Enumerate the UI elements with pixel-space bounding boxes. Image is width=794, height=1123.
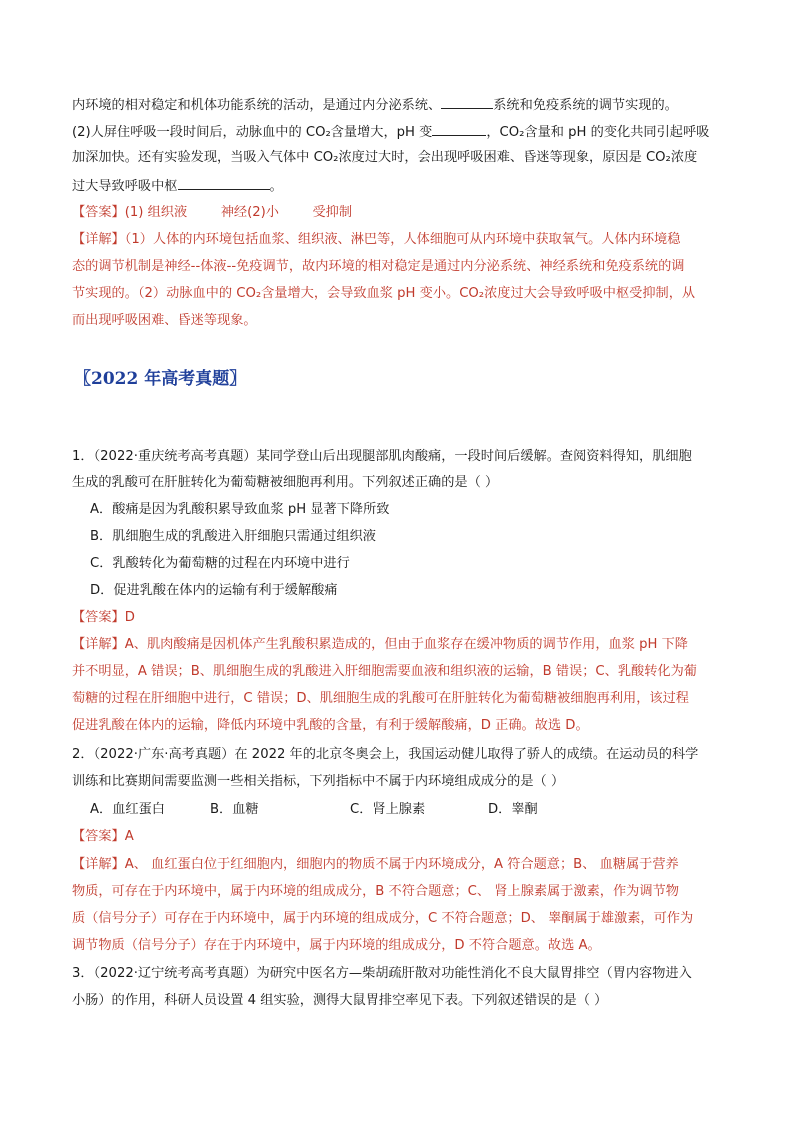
intro-line-1 [72, 94, 678, 116]
answer-text: D [124, 610, 135, 625]
q1-detail-1 [72, 635, 688, 655]
detail-label: 【详解】 [72, 232, 125, 247]
q2-detail-1 [72, 855, 679, 875]
intro-detail-3: 节实现的。（2）动脉血中的 CO₂含量增大，会导致血浆 pH 变小。CO₂浓度过大会导致呼吸中枢受抑制，从 [72, 286, 696, 301]
q2-option-c: C．肾上腺素 [350, 802, 426, 817]
text: 过大导致呼吸中枢 [72, 179, 178, 194]
text: ，CO₂含量和 pH 的变化共同引起呼吸 [486, 125, 710, 140]
q2-detail-2: 物质，可存在于内环境中，属于内环境的组成成分，B 不符合题意；C、 肾上腺素属于激素，作为调节物 [72, 884, 679, 899]
fill-blank [441, 94, 493, 109]
q1-option-b: B．肌细胞生成的乳酸进入肝细胞只需通过组织液 [90, 529, 376, 544]
detail-label: 【详解】 [72, 637, 125, 652]
intro-line-4 [72, 175, 283, 197]
fill-blank [178, 175, 270, 190]
intro-line-3: 加深加快。还有实验发现，当吸入气体中 CO₂浓度过大时，会出现呼吸困难、昏迷等现象，原因是 CO₂浓度 [72, 150, 698, 165]
fill-blank [432, 121, 486, 136]
q3-stem-1: 3．（2022·辽宁统考高考真题）为研究中医名方—柴胡疏肝散对功能性消化不良大鼠胃排空（胃内容物进入 [72, 966, 692, 981]
answer-label: 【答案】 [72, 205, 125, 220]
q2-answer [72, 827, 134, 847]
answer-label: 【答案】 [72, 610, 125, 625]
q2-stem-2: 训练和比赛期间需要监测一些相关指标，下列指标中不属于内环境组成成分的是（ ） [72, 774, 565, 789]
q1-option-c: C．乳酸转化为葡萄糖的过程在内环境中进行 [90, 556, 350, 571]
intro-detail-1 [72, 230, 680, 250]
answer-label: 【答案】 [72, 829, 125, 844]
detail-label: 【详解】 [72, 857, 125, 872]
intro-detail-4: 而出现呼吸困难、昏迷等现象。 [72, 313, 257, 328]
text: A、肌肉酸痛是因机体产生乳酸积累造成的，但由于血浆存在缓冲物质的调节作用，血浆 pH 下降 [124, 637, 688, 652]
text: 系统和免疫系统的调节实现的。 [493, 98, 678, 113]
text: (2)人屏住呼吸一段时间后，动脉血中的 CO₂含量增大，pH 变 [72, 125, 433, 140]
q1-option-a: A．酸痛是因为乳酸积累导致血浆 pH 显著下降所致 [90, 502, 390, 517]
intro-line-2 [72, 121, 709, 143]
answer-text: (1) 组织液 神经(2)小 受抑制 [124, 205, 353, 220]
text: 内环境的相对稳定和机体功能系统的活动，是通过内分泌系统、 [72, 98, 442, 113]
q1-answer [72, 608, 135, 628]
q2-options [90, 800, 538, 820]
q1-detail-2: 并不明显，A 错误；B、肌细胞生成的乳酸进入肝细胞需要血液和组织液的运输，B 错误；C、乳酸转化为葡 [72, 664, 697, 679]
answer-text: A [124, 829, 134, 844]
text: A、 血红蛋白位于红细胞内，细胞内的物质不属于内环境成分，A 符合题意；B、 血糖属于营养 [124, 857, 679, 872]
q1-detail-4: 促进乳酸在体内的运输，降低内环境中乳酸的含量，有利于缓解酸痛，D 正确。故选 D。 [72, 718, 589, 733]
q3-stem-2: 小肠）的作用，科研人员设置 4 组实验，测得大鼠胃排空率见下表。下列叙述错误的是（ ） [72, 993, 608, 1008]
text: 。 [269, 179, 283, 194]
q2-detail-4: 调节物质（信号分子）存在于内环境中，属于内环境的组成成分，D 不符合题意。故选 A。 [72, 938, 601, 953]
intro-answer [72, 203, 352, 223]
q2-option-d: D．睾酮 [488, 802, 538, 817]
q2-option-b: B．血糖 [210, 802, 259, 817]
q2-detail-3: 质（信号分子）可存在于内环境中，属于内环境的组成成分，C 不符合题意；D、 睾酮属于雄激素，可作为 [72, 911, 694, 926]
q1-option-d: D．促进乳酸在体内的运输有利于缓解酸痛 [90, 583, 338, 598]
text: （1）人体的内环境包括血浆、组织液、淋巴等，人体细胞可从内环境中获取氧气。人体内环境稳 [124, 232, 681, 247]
q1-detail-3: 萄糖的过程在肝细胞中进行，C 错误；D、肌细胞生成的乳酸可在肝脏转化为葡萄糖被细胞再利用，该过程 [72, 691, 689, 706]
q1-stem-1: 1．（2022·重庆统考高考真题）某同学登山后出现腿部肌肉酸痛，一段时间后缓解。查阅资料得知，肌细胞 [72, 449, 692, 464]
section-title: 〖2022 年高考真题〗 [74, 369, 247, 389]
intro-detail-2: 态的调节机制是神经--体液--免疫调节，故内环境的相对稳定是通过内分泌系统、神经系统和免疫系统的调 [72, 259, 685, 274]
q2-stem-1: 2．（2022·广东·高考真题）在 2022 年的北京冬奥会上，我国运动健儿取得了骄人的成绩。在运动员的科学 [72, 747, 699, 762]
q2-option-a: A．血红蛋白 [90, 802, 165, 817]
q1-stem-2: 生成的乳酸可在肝脏转化为葡萄糖被细胞再利用。下列叙述正确的是（ ） [72, 475, 499, 490]
